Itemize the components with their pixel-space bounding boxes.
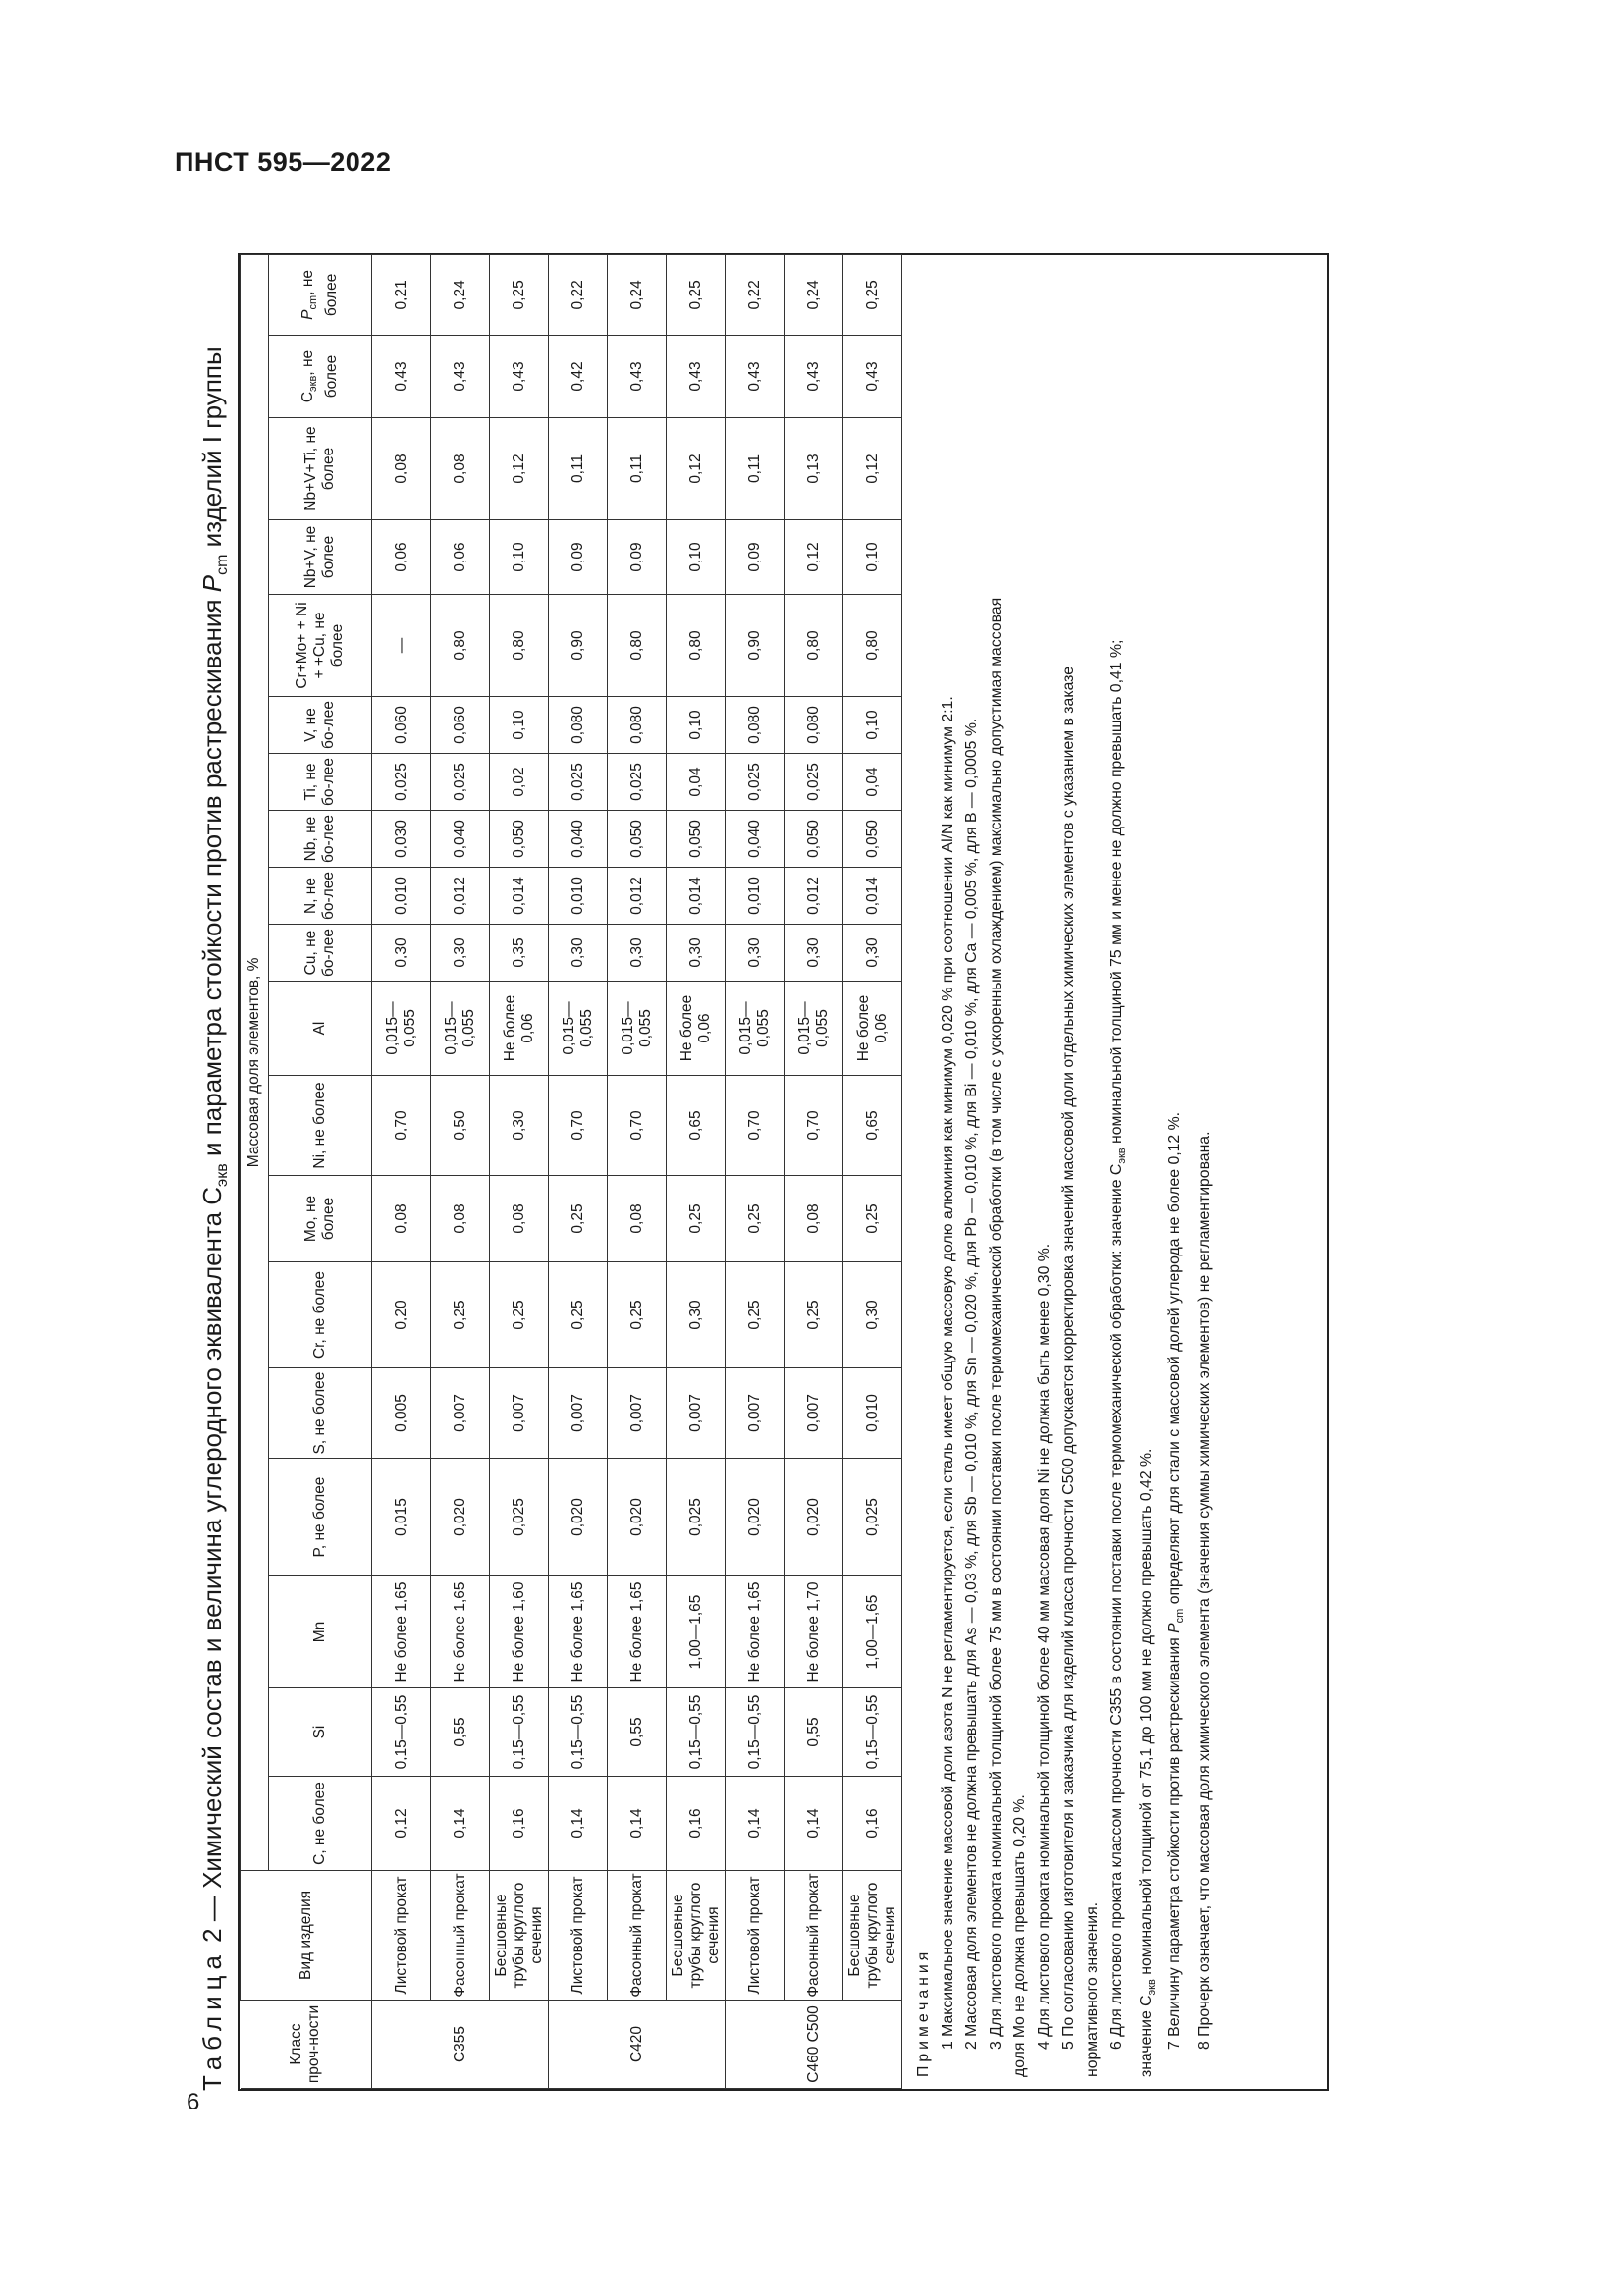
cell-product: Листовой прокат xyxy=(549,1871,608,2001)
cell-n: 0,010 xyxy=(372,868,431,925)
cell-crmo: 0,80 xyxy=(785,595,843,697)
cell-crmo: — xyxy=(372,595,431,697)
cell-ti: 0,025 xyxy=(372,754,431,811)
cell-ti: 0,025 xyxy=(785,754,843,811)
cell-ti: 0,025 xyxy=(608,754,667,811)
header-v: V, не бо-лее xyxy=(269,697,372,754)
notes-title: Примечания xyxy=(915,1948,932,2077)
header-pcm: $P_{cm}$, не более xyxy=(269,254,372,335)
table-caption xyxy=(192,226,236,2091)
cell-crmo: 0,90 xyxy=(549,595,608,697)
cell-s: 0,007 xyxy=(431,1368,490,1459)
caption-text-c: изделий I группы xyxy=(197,347,227,555)
cell-pcm: 0,25 xyxy=(490,254,549,335)
cell-cr: 0,25 xyxy=(431,1262,490,1368)
cell-nb: 0,040 xyxy=(431,811,490,868)
rotated-table-block xyxy=(192,226,1331,2091)
cell-nb: 0,050 xyxy=(490,811,549,868)
cell-nbvti: 0,08 xyxy=(431,418,490,520)
caption-text-b: и параметра стойкости против растрескивания xyxy=(197,592,227,1164)
cell-mo: 0,08 xyxy=(785,1176,843,1262)
cell-mo: 0,25 xyxy=(549,1176,608,1262)
table-row xyxy=(490,254,549,2088)
cell-product: Бесшовные трубы круглого сечения xyxy=(667,1871,726,2001)
cell-ni: 0,70 xyxy=(372,1076,431,1176)
cell-n: 0,014 xyxy=(667,868,726,925)
cell-c: 0,14 xyxy=(608,1777,667,1871)
note-5: 5 По согласованию изготовителя и заказчика для изделий класса прочности С500 допускается корректировка значений массовой доли отдельных химических элементов с указанием в заказе xyxy=(1059,666,1077,2050)
cell-nb: 0,040 xyxy=(549,811,608,868)
header-nbvti: Nb+V+Ti, не более xyxy=(269,418,372,520)
cell-n: 0,010 xyxy=(549,868,608,925)
cell-nb: 0,040 xyxy=(726,811,785,868)
header-mn: Mn xyxy=(269,1576,372,1688)
cell-cr: 0,25 xyxy=(490,1262,549,1368)
cell-cu: 0,30 xyxy=(726,925,785,982)
cell-product: Фасонный прокат xyxy=(608,1871,667,2001)
note-2: 2 Массовая доля элементов не должна превышать для As — 0,03 %, для Sb — 0,010 %, для Sn — 0,020 %, для Pb — 0,010 %, для Bi — 0,010 %, для Ca — 0,005 %, для B — 0,0005 %. xyxy=(963,718,981,2050)
cell-product: Фасонный прокат xyxy=(785,1871,843,2001)
cell-al: 0,015—0,055 xyxy=(785,982,843,1076)
header-class: Класс проч-ности xyxy=(241,2001,372,2089)
cell-mn: Не более 1,65 xyxy=(431,1576,490,1688)
header-si: Si xyxy=(269,1688,372,1777)
cell-si: 0,15—0,55 xyxy=(667,1688,726,1777)
cell-cr: 0,30 xyxy=(843,1262,902,1368)
cell-v: 0,10 xyxy=(667,697,726,754)
cell-product: Листовой прокат xyxy=(372,1871,431,2001)
cell-si: 0,15—0,55 xyxy=(372,1688,431,1777)
notes-section xyxy=(902,255,1218,2089)
caption-sub-b: cm xyxy=(214,554,232,575)
cell-s: 0,005 xyxy=(372,1368,431,1459)
cell-pcm: 0,24 xyxy=(431,254,490,335)
cell-nbv: 0,09 xyxy=(549,520,608,595)
cell-mn: Не более 1,70 xyxy=(785,1576,843,1688)
cell-mn: Не более 1,60 xyxy=(490,1576,549,1688)
note-6: 6 Для листового проката классом прочности С355 в состоянии поставки после термомеханической обработки: значение $С_{экв}$ номинальной толщиной 75 мм и менее не должно превышать 0,41 %; xyxy=(1108,639,1128,2050)
cell-ni: 0,30 xyxy=(490,1076,549,1176)
cell-mo: 0,08 xyxy=(608,1176,667,1262)
cell-ceq: 0,43 xyxy=(431,336,490,418)
note-1: 1 Максимальное значение массовой доли азота N не регламентируется, если сталь имеет общую массовую долю алюминия как минимум 0,020 % при соотношении Al/N как минимум 2:1. xyxy=(939,696,956,2050)
header-s: S, не более xyxy=(269,1368,372,1459)
cell-ceq: 0,43 xyxy=(726,336,785,418)
cell-p: 0,020 xyxy=(726,1459,785,1576)
header-nbv: Nb+V, не более xyxy=(269,520,372,595)
cell-n: 0,012 xyxy=(608,868,667,925)
header-cr: Cr, не более xyxy=(269,1262,372,1368)
cell-ni: 0,50 xyxy=(431,1076,490,1176)
cell-nbv: 0,09 xyxy=(726,520,785,595)
cell-class: С355 xyxy=(372,2001,549,2089)
cell-v: 0,080 xyxy=(726,697,785,754)
cell-ni: 0,70 xyxy=(549,1076,608,1176)
cell-mo: 0,25 xyxy=(667,1176,726,1262)
cell-v: 0,060 xyxy=(372,697,431,754)
cell-nbv: 0,06 xyxy=(372,520,431,595)
cell-nbv: 0,09 xyxy=(608,520,667,595)
note-4: 4 Для листового проката номинальной толщиной более 40 мм массовая доля Ni не должна быть менее 0,30 %. xyxy=(1035,1243,1053,2050)
cell-product: Фасонный прокат xyxy=(431,1871,490,2001)
cell-nbvti: 0,11 xyxy=(608,418,667,520)
caption-text-a: 2 — Химический состав и величина углеродного эквивалента С xyxy=(197,1186,227,1943)
cell-mo: 0,25 xyxy=(843,1176,902,1262)
cell-crmo: 0,80 xyxy=(667,595,726,697)
cell-product: Листовой прокат xyxy=(726,1871,785,2001)
cell-n: 0,014 xyxy=(490,868,549,925)
cell-ceq: 0,43 xyxy=(843,336,902,418)
cell-ti: 0,025 xyxy=(431,754,490,811)
note-6-cont: значение $С_{экв}$ номинальной толщиной от 75,1 до 100 мм не должно превышать 0,42 %. xyxy=(1137,1448,1158,2077)
cell-si: 0,15—0,55 xyxy=(726,1688,785,1777)
cell-nbv: 0,10 xyxy=(490,520,549,595)
cell-c: 0,12 xyxy=(372,1777,431,1871)
header-crmo: Cr+Mo+ + Ni + +Cu, не более xyxy=(269,595,372,697)
cell-cr: 0,20 xyxy=(372,1262,431,1368)
cell-al: 0,015—0,055 xyxy=(608,982,667,1076)
cell-pcm: 0,25 xyxy=(843,254,902,335)
caption-sub-a: экв xyxy=(214,1163,232,1187)
cell-p: 0,015 xyxy=(372,1459,431,1576)
table-row xyxy=(785,254,843,2088)
cell-p: 0,025 xyxy=(843,1459,902,1576)
cell-nbvti: 0,13 xyxy=(785,418,843,520)
cell-cr: 0,25 xyxy=(785,1262,843,1368)
cell-p: 0,020 xyxy=(785,1459,843,1576)
header-al: Al xyxy=(269,982,372,1076)
note-8: 8 Прочерк означает, что массовая доля химического элемента (значения суммы химических элементов) не регламентирована. xyxy=(1196,1131,1213,2050)
table-row xyxy=(726,254,785,2088)
cell-nbv: 0,06 xyxy=(431,520,490,595)
header-product: Вид изделия xyxy=(241,1871,372,2001)
cell-ni: 0,70 xyxy=(608,1076,667,1176)
cell-s: 0,007 xyxy=(549,1368,608,1459)
cell-nbvti: 0,08 xyxy=(372,418,431,520)
cell-al: 0,015—0,055 xyxy=(431,982,490,1076)
cell-cu: 0,30 xyxy=(843,925,902,982)
cell-crmo: 0,80 xyxy=(843,595,902,697)
header-nb: Nb, не бо-лее xyxy=(269,811,372,868)
cell-cu: 0,30 xyxy=(785,925,843,982)
cell-class: С460 С500 xyxy=(726,2001,902,2089)
cell-cr: 0,25 xyxy=(549,1262,608,1368)
cell-p: 0,025 xyxy=(490,1459,549,1576)
cell-nbvti: 0,12 xyxy=(843,418,902,520)
cell-mn: Не более 1,65 xyxy=(726,1576,785,1688)
caption-prefix: Таблица xyxy=(197,1949,227,2091)
cell-ceq: 0,43 xyxy=(490,336,549,418)
table-row xyxy=(549,254,608,2088)
cell-al: 0,015—0,055 xyxy=(726,982,785,1076)
cell-si: 0,55 xyxy=(785,1688,843,1777)
cell-nbv: 0,10 xyxy=(667,520,726,595)
cell-v: 0,060 xyxy=(431,697,490,754)
cell-nb: 0,050 xyxy=(608,811,667,868)
header-mass-fraction: Массовая доля элементов, % xyxy=(241,254,269,1870)
cell-nbvti: 0,12 xyxy=(667,418,726,520)
cell-n: 0,010 xyxy=(726,868,785,925)
cell-v: 0,080 xyxy=(608,697,667,754)
cell-nb: 0,050 xyxy=(843,811,902,868)
cell-ceq: 0,43 xyxy=(667,336,726,418)
cell-ti: 0,04 xyxy=(843,754,902,811)
cell-ti: 0,02 xyxy=(490,754,549,811)
cell-si: 0,15—0,55 xyxy=(490,1688,549,1777)
cell-crmo: 0,80 xyxy=(431,595,490,697)
cell-c: 0,16 xyxy=(667,1777,726,1871)
cell-nb: 0,050 xyxy=(667,811,726,868)
cell-mo: 0,08 xyxy=(490,1176,549,1262)
cell-mn: Не более 1,65 xyxy=(608,1576,667,1688)
cell-cr: 0,30 xyxy=(667,1262,726,1368)
header-mo: Mo, не более xyxy=(269,1176,372,1262)
cell-pcm: 0,22 xyxy=(726,254,785,335)
cell-p: 0,020 xyxy=(549,1459,608,1576)
caption-p: P xyxy=(197,574,227,593)
cell-nbvti: 0,11 xyxy=(726,418,785,520)
cell-al: 0,015—0,055 xyxy=(372,982,431,1076)
cell-ni: 0,65 xyxy=(843,1076,902,1176)
cell-s: 0,007 xyxy=(667,1368,726,1459)
cell-mn: Не более 1,65 xyxy=(372,1576,431,1688)
cell-cr: 0,25 xyxy=(608,1262,667,1368)
cell-cu: 0,30 xyxy=(667,925,726,982)
cell-ti: 0,025 xyxy=(726,754,785,811)
table-row xyxy=(608,254,667,2088)
page-number: 6 xyxy=(187,2089,200,2115)
cell-nbv: 0,12 xyxy=(785,520,843,595)
cell-mn: 1,00—1,65 xyxy=(667,1576,726,1688)
header-p: P, не более xyxy=(269,1459,372,1576)
table-frame xyxy=(238,253,1329,2091)
cell-ceq: 0,43 xyxy=(608,336,667,418)
cell-ceq: 0,42 xyxy=(549,336,608,418)
cell-c: 0,16 xyxy=(490,1777,549,1871)
cell-v: 0,080 xyxy=(549,697,608,754)
cell-al: 0,015—0,055 xyxy=(549,982,608,1076)
cell-ti: 0,04 xyxy=(667,754,726,811)
cell-n: 0,012 xyxy=(785,868,843,925)
cell-mo: 0,08 xyxy=(431,1176,490,1262)
cell-class: С420 xyxy=(549,2001,726,2089)
cell-nbvti: 0,11 xyxy=(549,418,608,520)
cell-v: 0,10 xyxy=(490,697,549,754)
cell-crmo: 0,80 xyxy=(608,595,667,697)
chemical-composition-table xyxy=(240,254,902,2089)
cell-nbvti: 0,12 xyxy=(490,418,549,520)
cell-crmo: 0,80 xyxy=(490,595,549,697)
cell-si: 0,55 xyxy=(608,1688,667,1777)
table-row xyxy=(431,254,490,2088)
cell-pcm: 0,24 xyxy=(785,254,843,335)
header-c: C, не более xyxy=(269,1777,372,1871)
cell-si: 0,55 xyxy=(431,1688,490,1777)
cell-s: 0,007 xyxy=(785,1368,843,1459)
cell-al: Не более 0,06 xyxy=(667,982,726,1076)
cell-nb: 0,050 xyxy=(785,811,843,868)
cell-ni: 0,65 xyxy=(667,1076,726,1176)
header-ceq: $С_{экв}$, не более xyxy=(269,336,372,418)
note-3: 3 Для листового проката номинальной толщиной более 75 мм в состоянии поставки после термомеханической обработки (в том числе с ускоренным охлаждением) максимально допустимая массовая xyxy=(987,597,1004,2050)
cell-ti: 0,025 xyxy=(549,754,608,811)
cell-c: 0,14 xyxy=(549,1777,608,1871)
cell-p: 0,020 xyxy=(608,1459,667,1576)
header-ni: Ni, не более xyxy=(269,1076,372,1176)
cell-mo: 0,25 xyxy=(726,1176,785,1262)
cell-cu: 0,35 xyxy=(490,925,549,982)
cell-pcm: 0,25 xyxy=(667,254,726,335)
header-cu: Cu, не бо-лее xyxy=(269,925,372,982)
table-row xyxy=(667,254,726,2088)
cell-v: 0,10 xyxy=(843,697,902,754)
cell-cr: 0,25 xyxy=(726,1262,785,1368)
cell-p: 0,020 xyxy=(431,1459,490,1576)
cell-ceq: 0,43 xyxy=(372,336,431,418)
note-5-cont: нормативного значения. xyxy=(1084,1901,1102,2077)
cell-n: 0,012 xyxy=(431,868,490,925)
header-n: N, не бо-лее xyxy=(269,868,372,925)
cell-si: 0,15—0,55 xyxy=(549,1688,608,1777)
cell-cu: 0,30 xyxy=(431,925,490,982)
header-ti: Ti, не бо-лее xyxy=(269,754,372,811)
cell-crmo: 0,90 xyxy=(726,595,785,697)
cell-p: 0,025 xyxy=(667,1459,726,1576)
cell-pcm: 0,21 xyxy=(372,254,431,335)
cell-product: Бесшовные трубы круглого сечения xyxy=(490,1871,549,2001)
cell-cu: 0,30 xyxy=(608,925,667,982)
cell-v: 0,080 xyxy=(785,697,843,754)
cell-mn: 1,00—1,65 xyxy=(843,1576,902,1688)
document-code: ПНСТ 595—2022 xyxy=(175,147,392,177)
note-3-cont: доля Mo не должна превышать 0,20 %. xyxy=(1011,1794,1029,2077)
table-row xyxy=(843,254,902,2088)
cell-s: 0,007 xyxy=(608,1368,667,1459)
cell-s: 0,010 xyxy=(843,1368,902,1459)
table-body xyxy=(372,254,902,2088)
cell-nbv: 0,10 xyxy=(843,520,902,595)
cell-cu: 0,30 xyxy=(372,925,431,982)
cell-cu: 0,30 xyxy=(549,925,608,982)
cell-ni: 0,70 xyxy=(785,1076,843,1176)
note-7: 7 Величину параметра стойкости против растрескивания $P_{cm}$ определяют для стали с массовой долей углерода не более 0,12 %. xyxy=(1166,1111,1187,2050)
cell-ni: 0,70 xyxy=(726,1076,785,1176)
cell-c: 0,14 xyxy=(431,1777,490,1871)
cell-c: 0,14 xyxy=(726,1777,785,1871)
cell-al: Не более 0,06 xyxy=(843,982,902,1076)
cell-ceq: 0,43 xyxy=(785,336,843,418)
cell-nb: 0,030 xyxy=(372,811,431,868)
cell-c: 0,16 xyxy=(843,1777,902,1871)
table-row xyxy=(372,254,431,2088)
cell-al: Не более 0,06 xyxy=(490,982,549,1076)
cell-pcm: 0,24 xyxy=(608,254,667,335)
cell-n: 0,014 xyxy=(843,868,902,925)
cell-c: 0,14 xyxy=(785,1777,843,1871)
cell-pcm: 0,22 xyxy=(549,254,608,335)
cell-s: 0,007 xyxy=(490,1368,549,1459)
cell-s: 0,007 xyxy=(726,1368,785,1459)
cell-mo: 0,08 xyxy=(372,1176,431,1262)
cell-mn: Не более 1,65 xyxy=(549,1576,608,1688)
cell-product: Бесшовные трубы круглого сечения xyxy=(843,1871,902,2001)
cell-si: 0,15—0,55 xyxy=(843,1688,902,1777)
